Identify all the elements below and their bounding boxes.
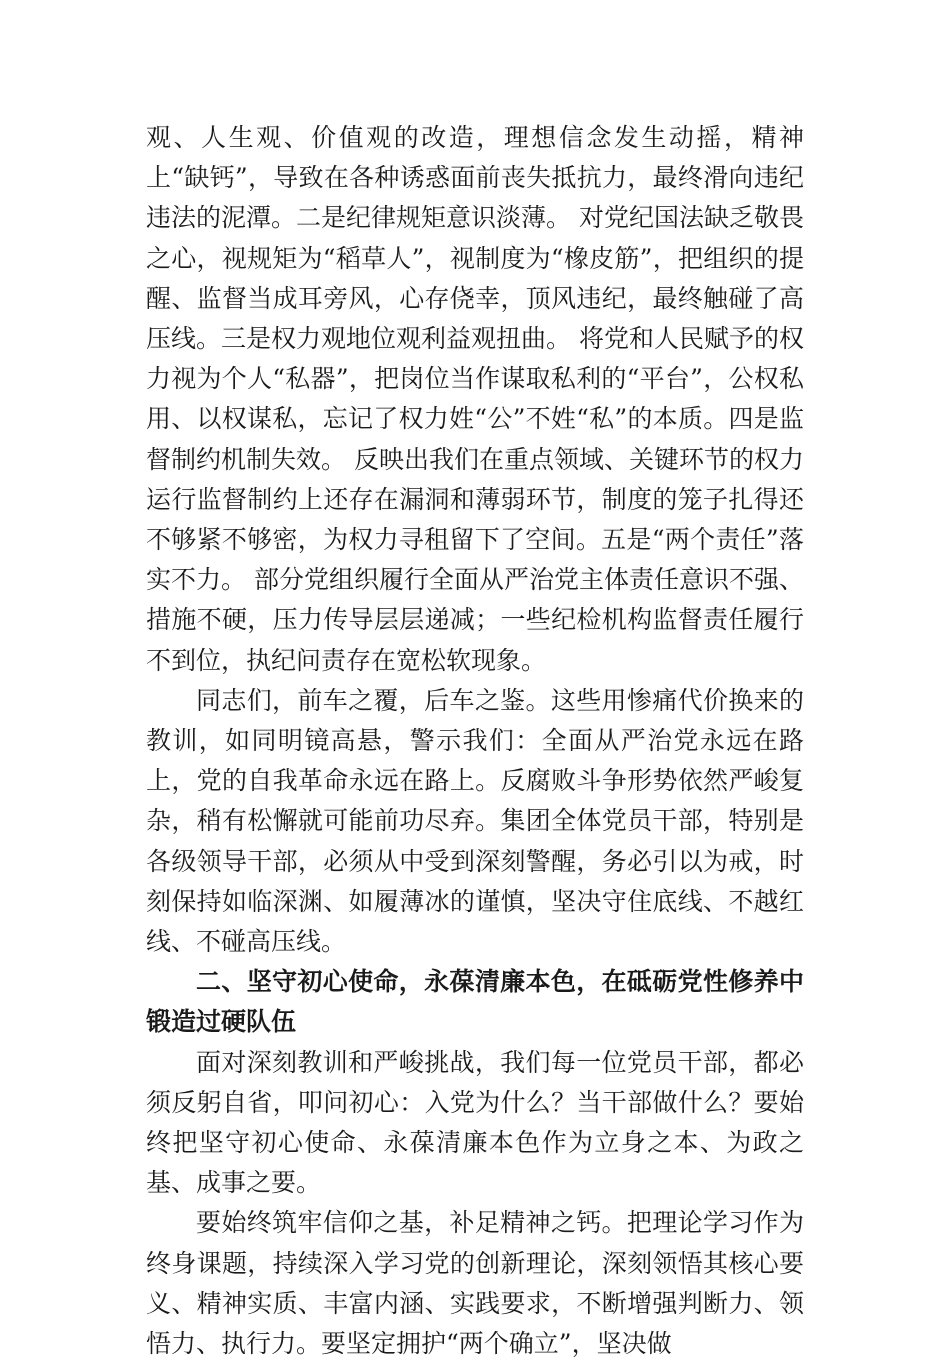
document-page [146,118,804,1364]
paragraph-self-reflection: 面对深刻教训和严峻挑战，我们每一位党员干部，都必须反躬自省，叩问初心：入党为什么？当干部做什么？要始终把坚守初心使命、永葆清廉本色作为立身之本、为政之基、成事之要。 [146,1047,804,1198]
paragraph-warning-lessons: 同志们，前车之覆，后车之鉴。这些用惨痛代价换来的教训，如同明镜高悬，警示我们：全面从严治党永远在路上，党的自我革命永远在路上。反腐败斗争形势依然严峻复杂，稍有松懈就可能前功尽弃。集团全体党员干部，特别是各级领导干部，必须从中受到深刻警醒，务必引以为戒，时刻保持如临深渊、如履薄冰的谨慎，坚决守住底线、不越红线、不碰高压线。 [146,685,804,957]
paragraph-faith-foundation: 要始终筑牢信仰之基，补足精神之钙。把理论学习作为终身课题，持续深入学习党的创新理论，深刻领悟其核心要义、精神实质、丰富内涵、实践要求，不断增强判断力、领悟力、执行力。要坚定拥护“两个确立”，坚决做 [146,1208,804,1359]
section-heading-two: 二、坚守初心使命，永葆清廉本色，在砥砺党性修养中锻造过硬队伍 [146,967,804,1037]
paragraph-causes-analysis: 观、人生观、价值观的改造，理想信念发生动摇，精神上“缺钙”，导致在各种诱惑面前丧失抵抗力，最终滑向违纪违法的泥潭。二是纪律规矩意识淡薄。 对党纪国法缺乏敬畏之心，视规矩为“稻草人”，视制度为“橡皮筋”，把组织的提醒、监督当成耳旁风，心存侥幸，顶风违纪，最终触碰了高压线。三是权力观地位观利益观扭曲。 将党和人民赋予的权力视为个人“私器”，把岗位当作谋取私利的“平台”，公权私用、以权谋私，忘记了权力姓“公”不姓“私”的本质。四是监督制约机制失效。 反映出我们在重点领域、关键环节的权力运行监督制约上还存在漏洞和薄弱环节，制度的笼子扎得还不够紧不够密，为权力寻租留下了空间。五是“两个责任”落实不力。 部分党组织履行全面从严治党主体责任意识不强、措施不硬，压力传导层层递减；一些纪检机构监督责任履行不到位，执纪问责存在宽松软现象。 [146,123,804,675]
